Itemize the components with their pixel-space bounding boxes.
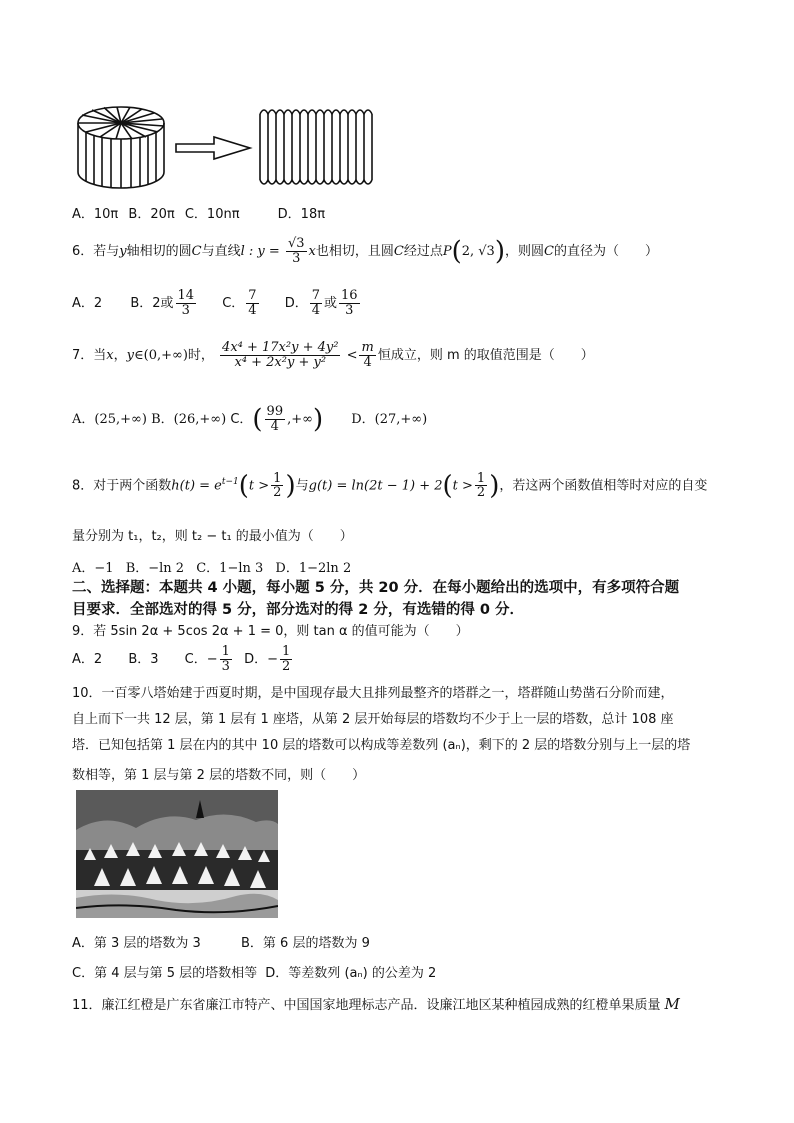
q8-stem: 8．对于两个函数$h(t) = e^{t-1}(t$ > $\frac{1}{2}$ )与g(t) = ln(2t − 1) + 2(t > $\frac{1}{2}$ )，若这两个函数值相等时对应的自变 bbox=[72, 470, 708, 501]
q10-line2: 自上而下一共 12 层，第 1 层有 1 座塔，从第 2 层开始每层的塔数均不少于上一层的塔数，总计 108 座 bbox=[72, 712, 674, 727]
q11-line1: 11．廉江红橙是广东省廉江市特产、中国国家地理标志产品．设廉江地区某种植园成熟的红橙单果质量 M bbox=[72, 995, 680, 1013]
q5-option-c: C．10nπ bbox=[184, 207, 240, 222]
q10-line4: 数相等，第 1 层与第 2 层的塔数不同，则（ ） bbox=[72, 768, 366, 783]
q7-option-c: C．( $\frac{99}{4}$ ,+∞) bbox=[230, 404, 324, 435]
q8-options bbox=[72, 557, 351, 576]
q10-option-d: D．等差数列 (aₙ) 的公差为 2 bbox=[265, 966, 437, 981]
q5-options bbox=[72, 203, 325, 222]
q7-options bbox=[72, 400, 427, 440]
q10-line3: 塔．已知包括第 1 层在内的其中 10 层的塔数可以构成等差数列 (aₙ)，剩下的 2 层的塔数分别与上一层的塔 bbox=[72, 738, 691, 753]
q6-slope-fraction: $\frac{√3}{3}$ bbox=[287, 236, 305, 266]
q8-option-b: B．−ln 2 bbox=[125, 561, 185, 576]
q9-option-d: D．− $\frac{1}{2}$ bbox=[244, 644, 291, 674]
section2-heading-line1: 二、选择题：本题共 4 小题，每小题 5 分，共 20 分．在每小题给出的选项中，有多项符合题 bbox=[72, 580, 680, 596]
cylinder-figure bbox=[72, 100, 382, 192]
q6-option-d: D． $\frac{7}{4}$ 或 $\frac{16}{3}$ bbox=[284, 288, 358, 318]
q7-expression-fraction: $\frac{\text{4x⁴ + 17x²y + 4y²}}{\text{x⁴ + 2x²y + y²}}$ bbox=[222, 340, 339, 370]
q9-option-a: A．2 bbox=[72, 652, 103, 667]
q8-stem-line2: 量分别为 t₁，t₂，则 t₂ − t₁ 的最小值为（ ） bbox=[72, 529, 353, 544]
q9-option-b: B．3 bbox=[128, 652, 159, 667]
q7-option-b: B．(26,+∞) bbox=[151, 412, 227, 427]
q9-options bbox=[72, 642, 294, 678]
q6-stem: 6．若与y轴相切的圆C与直线l : y = $\frac{√3}{3}$ x也相切，且圆C经过点P(2, √3)，则圆C的直径为（ ） bbox=[72, 236, 658, 267]
q6-option-b: B．2或 $\frac{14}{3}$ bbox=[130, 288, 195, 318]
q6-option-c: C． $\frac{7}{4}$ bbox=[222, 288, 257, 318]
q7-option-d: D．(27,+∞) bbox=[351, 412, 428, 427]
q10-option-a: A．第 3 层的塔数为 3 bbox=[72, 936, 201, 951]
q10-options-row2 bbox=[72, 962, 436, 981]
q10-option-b: B．第 6 层的塔数为 9 bbox=[240, 936, 370, 951]
q5-option-b: B．20π bbox=[128, 207, 175, 222]
q10-option-c: C．第 4 层与第 5 层的塔数相等 bbox=[72, 966, 258, 981]
q6-options bbox=[72, 286, 362, 322]
q8-option-c: C．1−ln 3 bbox=[196, 561, 264, 576]
pagoda-photo bbox=[76, 790, 278, 918]
q7-option-a: A．(25,+∞) bbox=[72, 412, 147, 427]
q5-option-a: A．10π bbox=[72, 207, 119, 222]
q7-stem: 7．当x，y∈(0,+∞)时， $\frac{\text{4x⁴ + 17x²y + 4y²}}{\text{x⁴ + 2x²y + y²}}$ < $\frac{m}{4}$ 恒成立，则 m 的取值范围是（ ） bbox=[72, 340, 594, 370]
q6-option-a: A．2 bbox=[72, 296, 103, 311]
q8-option-a: A．−1 bbox=[72, 561, 114, 576]
q5-option-d: D．18π bbox=[277, 207, 326, 222]
q9-option-c: C．− $\frac{1}{3}$ bbox=[184, 644, 230, 674]
section2-heading-line2: 目要求．全部选对的得 5 分，部分选对的得 2 分，有选错的得 0 分． bbox=[72, 602, 525, 618]
q10-options-row1 bbox=[72, 932, 370, 951]
q8-option-d: D．1−2ln 2 bbox=[275, 561, 352, 576]
q10-line1: 10．一百零八塔始建于西夏时期，是中国现存最大且排列最整齐的塔群之一，塔群随山势凿石分阶而建， bbox=[72, 686, 674, 701]
q9-stem: 9．若 5sin 2α + 5cos 2α + 1 = 0，则 tan α 的值可能为（ ） bbox=[72, 624, 469, 639]
